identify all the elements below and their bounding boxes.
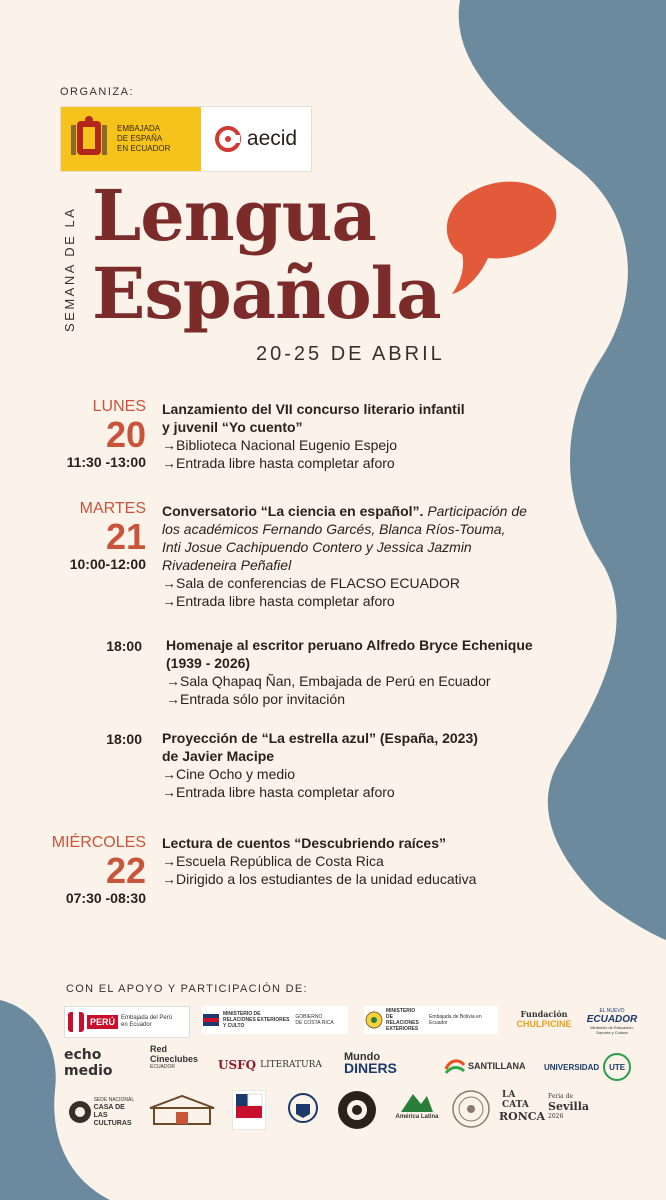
chulpicine-logo [514, 1004, 574, 1034]
sponsor-text: EL NUEVO [599, 1007, 625, 1014]
aecid-icon [215, 126, 241, 152]
event-detail: →Entrada libre hasta completar aforo [162, 593, 395, 609]
feria-sevilla-logo [548, 1092, 588, 1126]
event-title: Homenaje al escritor peruano Alfredo Bryce Echenique [166, 637, 533, 653]
event-detail: →Sala Qhapaq Ñan, Embajada de Perú en Ecuador [166, 673, 491, 689]
sponsor-text: UTE [603, 1053, 631, 1081]
apoyo-label: CON EL APOYO Y PARTICIPACIÓN DE: [66, 983, 308, 995]
bolivia-logo [364, 1006, 498, 1034]
sponsor-text: MINISTERIO [386, 1008, 416, 1014]
sponsor-text: Embajada de Bolivia en Ecuador [429, 1014, 482, 1026]
red-cineclubes-logo [150, 1044, 200, 1078]
sponsor-text: Y CULTO [223, 1023, 245, 1029]
event-detail: →Entrada libre hasta completar aforo [162, 784, 395, 800]
sponsor-text: EXTERIORES [386, 1026, 419, 1032]
sponsor-text: LITERATURA [260, 1060, 322, 1070]
day-number: 22 [105, 850, 146, 891]
event-time: 18:00 [106, 638, 142, 654]
day-number: 20 [105, 414, 146, 455]
embajada-line: DE ESPAÑA [117, 134, 163, 143]
peru-embassy-logo [64, 1006, 190, 1038]
casa-culturas-icon [68, 1097, 91, 1127]
event-dates: 20-25 DE ABRIL [256, 343, 445, 365]
sponsor-text: ECUADOR [150, 1064, 176, 1070]
event-time: 07:30 -08:30 [65, 890, 146, 906]
day-name: LUNES [92, 398, 146, 415]
title-lengua: Lengua [92, 174, 376, 257]
event-subtitle: Inti Josue Cachipuendo Contero y Jessica Jazmin [162, 539, 472, 555]
bellas-artes-icon [334, 1088, 380, 1132]
event-miercoles [162, 834, 602, 888]
santillana-logo [444, 1056, 530, 1076]
america-latina-logo [390, 1088, 444, 1130]
institution-seal-icon [450, 1088, 492, 1130]
sponsor-text: Embajada del Perú [121, 1015, 173, 1021]
event-lunes [162, 400, 622, 472]
day-block-lunes [60, 398, 146, 470]
sponsor-text: DE RELACIONES [386, 1014, 419, 1026]
ute-logo [544, 1052, 646, 1082]
echo-medio-logo: echo medio [64, 1047, 113, 1079]
coat-of-arms-icon [69, 115, 109, 163]
usfq-logo [218, 1056, 322, 1074]
embajada-line: EN ECUADOR [117, 144, 171, 153]
event-detail: →Entrada libre hasta completar aforo [162, 455, 395, 471]
event-title: Lanzamiento del VII concurso literario infantil [162, 401, 465, 417]
event-time: 11:30 -13:00 [66, 454, 146, 470]
sponsor-text: Deporte y Cultura [596, 1029, 628, 1035]
sponsor-text: Fundación [520, 1009, 568, 1019]
event-proyeccion [162, 729, 602, 801]
sponsor-text: MINISTERIO DE [223, 1011, 261, 1017]
event-detail: →Dirigido a los estudiantes de la unidad educativa [162, 871, 477, 887]
sponsor-text: SEDE NACIONAL [93, 1096, 135, 1103]
day-block-martes [60, 500, 146, 572]
title-espanola: Española [92, 252, 441, 335]
event-detail: →Escuela República de Costa Rica [162, 853, 384, 869]
sponsor-text: GOBIERNO [295, 1014, 323, 1020]
event-title: Proyección de “La estrella azul” (España, 2023) [162, 730, 478, 746]
peru-shield-icon [65, 1009, 87, 1035]
sponsor-text: América Latina [395, 1114, 439, 1120]
sponsor-text: Mundo [344, 1051, 381, 1063]
day-block-miercoles [40, 834, 146, 906]
sponsor-text: CHULPICINE [516, 1019, 572, 1029]
la-cata-ronca-logo [498, 1090, 546, 1128]
sponsor-text: PERÚ [87, 1015, 118, 1029]
mundo-diners-logo [344, 1052, 428, 1078]
day-name: MARTES [79, 500, 146, 517]
event-detail: →Entrada sólo por invitación [166, 691, 345, 707]
sponsor-text: RONCA [498, 1110, 546, 1123]
event-title: (1939 - 2026) [166, 655, 251, 671]
event-time: 18:00 [106, 731, 142, 747]
sponsor-text: DINERS [344, 1060, 397, 1076]
bolivia-seal-icon [364, 1010, 383, 1030]
day-number: 21 [105, 516, 146, 557]
casa-culturas-logo [68, 1094, 138, 1130]
costa-rica-logo [202, 1006, 348, 1034]
semana-text: SEMANA DE LA [62, 206, 77, 332]
sponsor-text: SANTILLANA [468, 1061, 526, 1071]
event-title: y juvenil “Yo cuento” [162, 419, 303, 435]
embajada-line: EMBAJADA [117, 124, 161, 133]
sponsor-text: UNIVERSIDAD [544, 1062, 600, 1072]
event-title: Lectura de cuentos “Descubriendo raíces” [162, 835, 446, 851]
speech-bubble [447, 182, 556, 294]
event-subtitle: Participación de [427, 503, 527, 519]
costa-rica-seal-icon [202, 1011, 220, 1029]
organiza-label: ORGANIZA: [60, 86, 135, 98]
embajada-logo [61, 107, 201, 171]
sponsor-text: DE COSTA RICA [295, 1020, 334, 1026]
building-logo-icon [146, 1094, 218, 1126]
aecid-wordmark: aecid [246, 127, 298, 150]
event-detail: →Sala de conferencias de FLACSO ECUADOR [162, 575, 461, 591]
event-detail: →Cine Ocho y medio [162, 766, 296, 782]
sponsor-text: ECUADOR [586, 1013, 638, 1025]
america-latina-icon [399, 1088, 435, 1114]
event-title: de Javier Macipe [162, 748, 275, 764]
ecuador-ministry-logo [584, 1004, 640, 1038]
event-subtitle: los académicos Fernando Garcés, Blanca Ríos-Touma, [162, 521, 506, 537]
event-martes [162, 502, 602, 610]
event-subtitle: Rivadeneira Peñafiel [162, 557, 292, 573]
event-detail: →Biblioteca Nacional Eugenio Espejo [162, 437, 398, 453]
sponsor-text: Cineclubes [150, 1054, 199, 1064]
sponsor-text: CASA DE LAS [93, 1103, 125, 1119]
university-seal-icon [284, 1090, 322, 1130]
sponsor-text: Ministerio de Educación, [590, 1024, 634, 1030]
aecid-logo [201, 107, 311, 171]
day-name: MIÉRCOLES [51, 834, 146, 851]
event-homenaje [166, 636, 606, 708]
sponsor-text: LA CATA [502, 1090, 529, 1110]
sponsor-text: RELACIONES EXTERIORES [223, 1017, 290, 1023]
santillana-icon [444, 1057, 466, 1075]
event-time: 10:00-12:00 [69, 556, 146, 572]
sponsor-text: CULTURAS [93, 1119, 132, 1127]
sponsor-text: en Ecuador [121, 1022, 152, 1028]
sponsor-text: 2026 [548, 1113, 564, 1120]
sponsor-text: Feria de [548, 1093, 574, 1100]
chile-logo-icon [232, 1090, 266, 1130]
sponsor-text: Sevilla [548, 1100, 589, 1113]
organizer-logos [60, 106, 312, 172]
sponsor-text: Red [150, 1044, 168, 1054]
sponsor-text: USFQ [218, 1058, 257, 1072]
event-title: Conversatorio “La ciencia en español”. [162, 503, 424, 519]
